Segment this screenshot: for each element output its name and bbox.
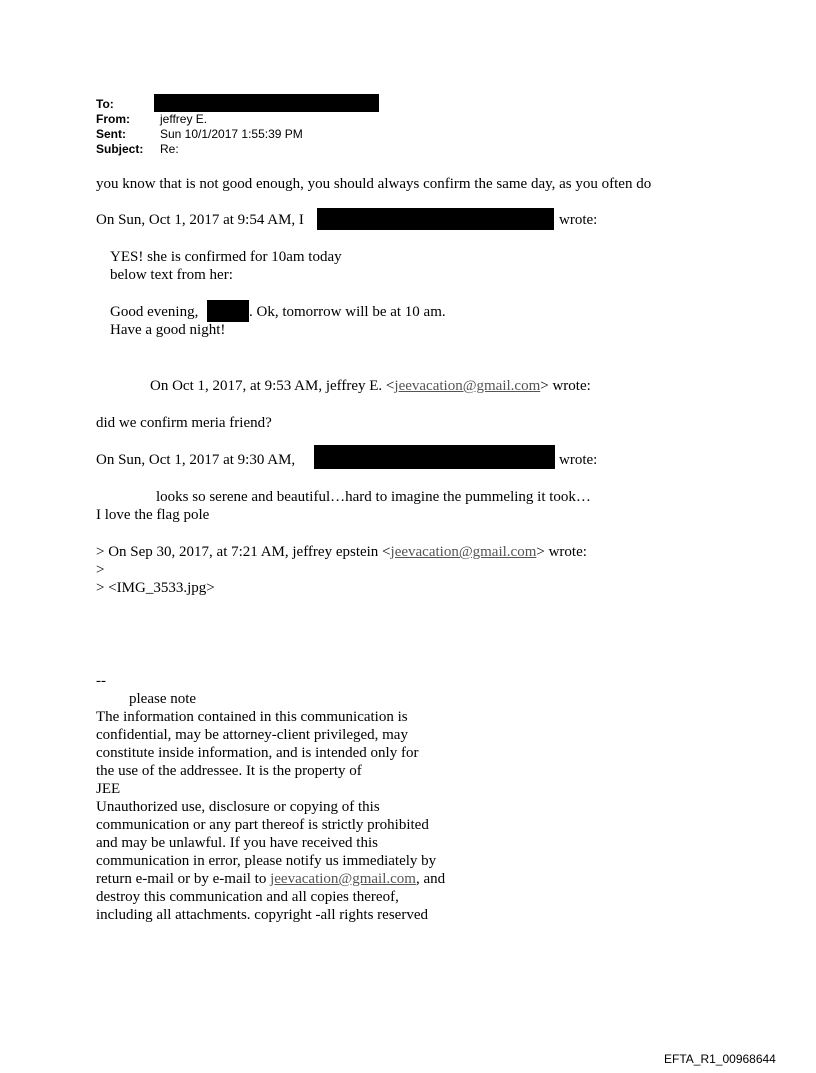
- disclaimer-line: the use of the addressee. It is the property of: [96, 763, 362, 779]
- subject-label: Subject:: [96, 142, 144, 156]
- reply-text: you know that is not good enough, you should always confirm the same day, as you often do: [96, 176, 652, 192]
- quote2-post: > wrote:: [540, 378, 591, 394]
- disclaimer-line: constitute inside information, and is intended only for: [96, 745, 419, 761]
- disclaimer-email-post: , and: [415, 871, 446, 887]
- sent-value: Sun 10/1/2017 1:55:39 PM: [160, 127, 303, 141]
- disclaimer-line: communication or any part thereof is strictly prohibited: [96, 817, 429, 833]
- quote4-attachment: > <IMG_3533.jpg>: [96, 580, 215, 596]
- quote4-post: > wrote:: [536, 544, 587, 560]
- from-value: jeffrey E.: [160, 112, 208, 126]
- msg1-line1: YES! she is confirmed for 10am today: [110, 249, 342, 265]
- quote3-post: wrote:: [559, 452, 598, 468]
- disclaimer-email-line: [96, 870, 445, 888]
- redaction-name: [207, 300, 249, 322]
- msg1-line3-pre: Good evening,: [110, 304, 199, 320]
- quote3-pre: On Sun, Oct 1, 2017 at 9:30 AM,: [96, 452, 296, 468]
- quote2-email-link[interactable]: jeevacation@gmail.com: [394, 378, 541, 394]
- signature-note: please note: [129, 691, 197, 707]
- disclaimer-line: confidential, may be attorney-client privileged, may: [96, 727, 408, 743]
- quote2-pre: On Oct 1, 2017, at 9:53 AM, jeffrey E. <: [150, 378, 395, 394]
- document-id: EFTA_R1_00968644: [664, 1052, 776, 1066]
- header-subject: [96, 142, 179, 156]
- header-from: [96, 112, 207, 126]
- msg2-text: did we confirm meria friend?: [96, 415, 272, 431]
- quote4-pre: > On Sep 30, 2017, at 7:21 AM, jeffrey epstein <: [96, 544, 391, 560]
- redaction-quote1: [317, 208, 554, 230]
- disclaimer-line: JEE: [96, 781, 121, 797]
- disclaimer-line: including all attachments. copyright -all rights reserved: [96, 907, 428, 923]
- header-to: [96, 97, 160, 111]
- signature-dashes: --: [96, 673, 106, 689]
- disclaimer-line: and may be unlawful. If you have received this: [96, 835, 378, 851]
- quote4-line: [96, 543, 587, 561]
- msg1-line2: below text from her:: [110, 267, 233, 283]
- redaction-to: [154, 94, 379, 112]
- sent-label: Sent:: [96, 127, 126, 141]
- quote1-post: wrote:: [559, 212, 598, 228]
- to-label: To:: [96, 97, 114, 111]
- msg1-line3-post: . Ok, tomorrow will be at 10 am.: [249, 304, 446, 320]
- disclaimer-email-link[interactable]: jeevacation@gmail.com: [270, 871, 416, 887]
- disclaimer-line: communication in error, please notify us immediately by: [96, 853, 437, 869]
- disclaimer-email-pre: return e-mail or by e-mail to: [96, 871, 271, 887]
- disclaimer-line: destroy this communication and all copies thereof,: [96, 889, 399, 905]
- header-sent: [96, 127, 303, 141]
- redaction-quote3: [314, 445, 555, 469]
- msg1-line4: Have a good night!: [110, 322, 226, 338]
- from-label: From:: [96, 112, 130, 126]
- quote4-gt: >: [96, 562, 105, 578]
- msg3-line2: I love the flag pole: [96, 507, 210, 523]
- quote1-pre: On Sun, Oct 1, 2017 at 9:54 AM, I: [96, 212, 304, 228]
- msg3-line1: looks so serene and beautiful…hard to imagine the pummeling it took…: [156, 489, 591, 505]
- disclaimer-line: Unauthorized use, disclosure or copying of this: [96, 799, 380, 815]
- quote2-line: [150, 377, 591, 395]
- disclaimer-line: The information contained in this communication is: [96, 709, 408, 725]
- quote4-email-link[interactable]: jeevacation@gmail.com: [390, 544, 537, 560]
- subject-value: Re:: [160, 142, 179, 156]
